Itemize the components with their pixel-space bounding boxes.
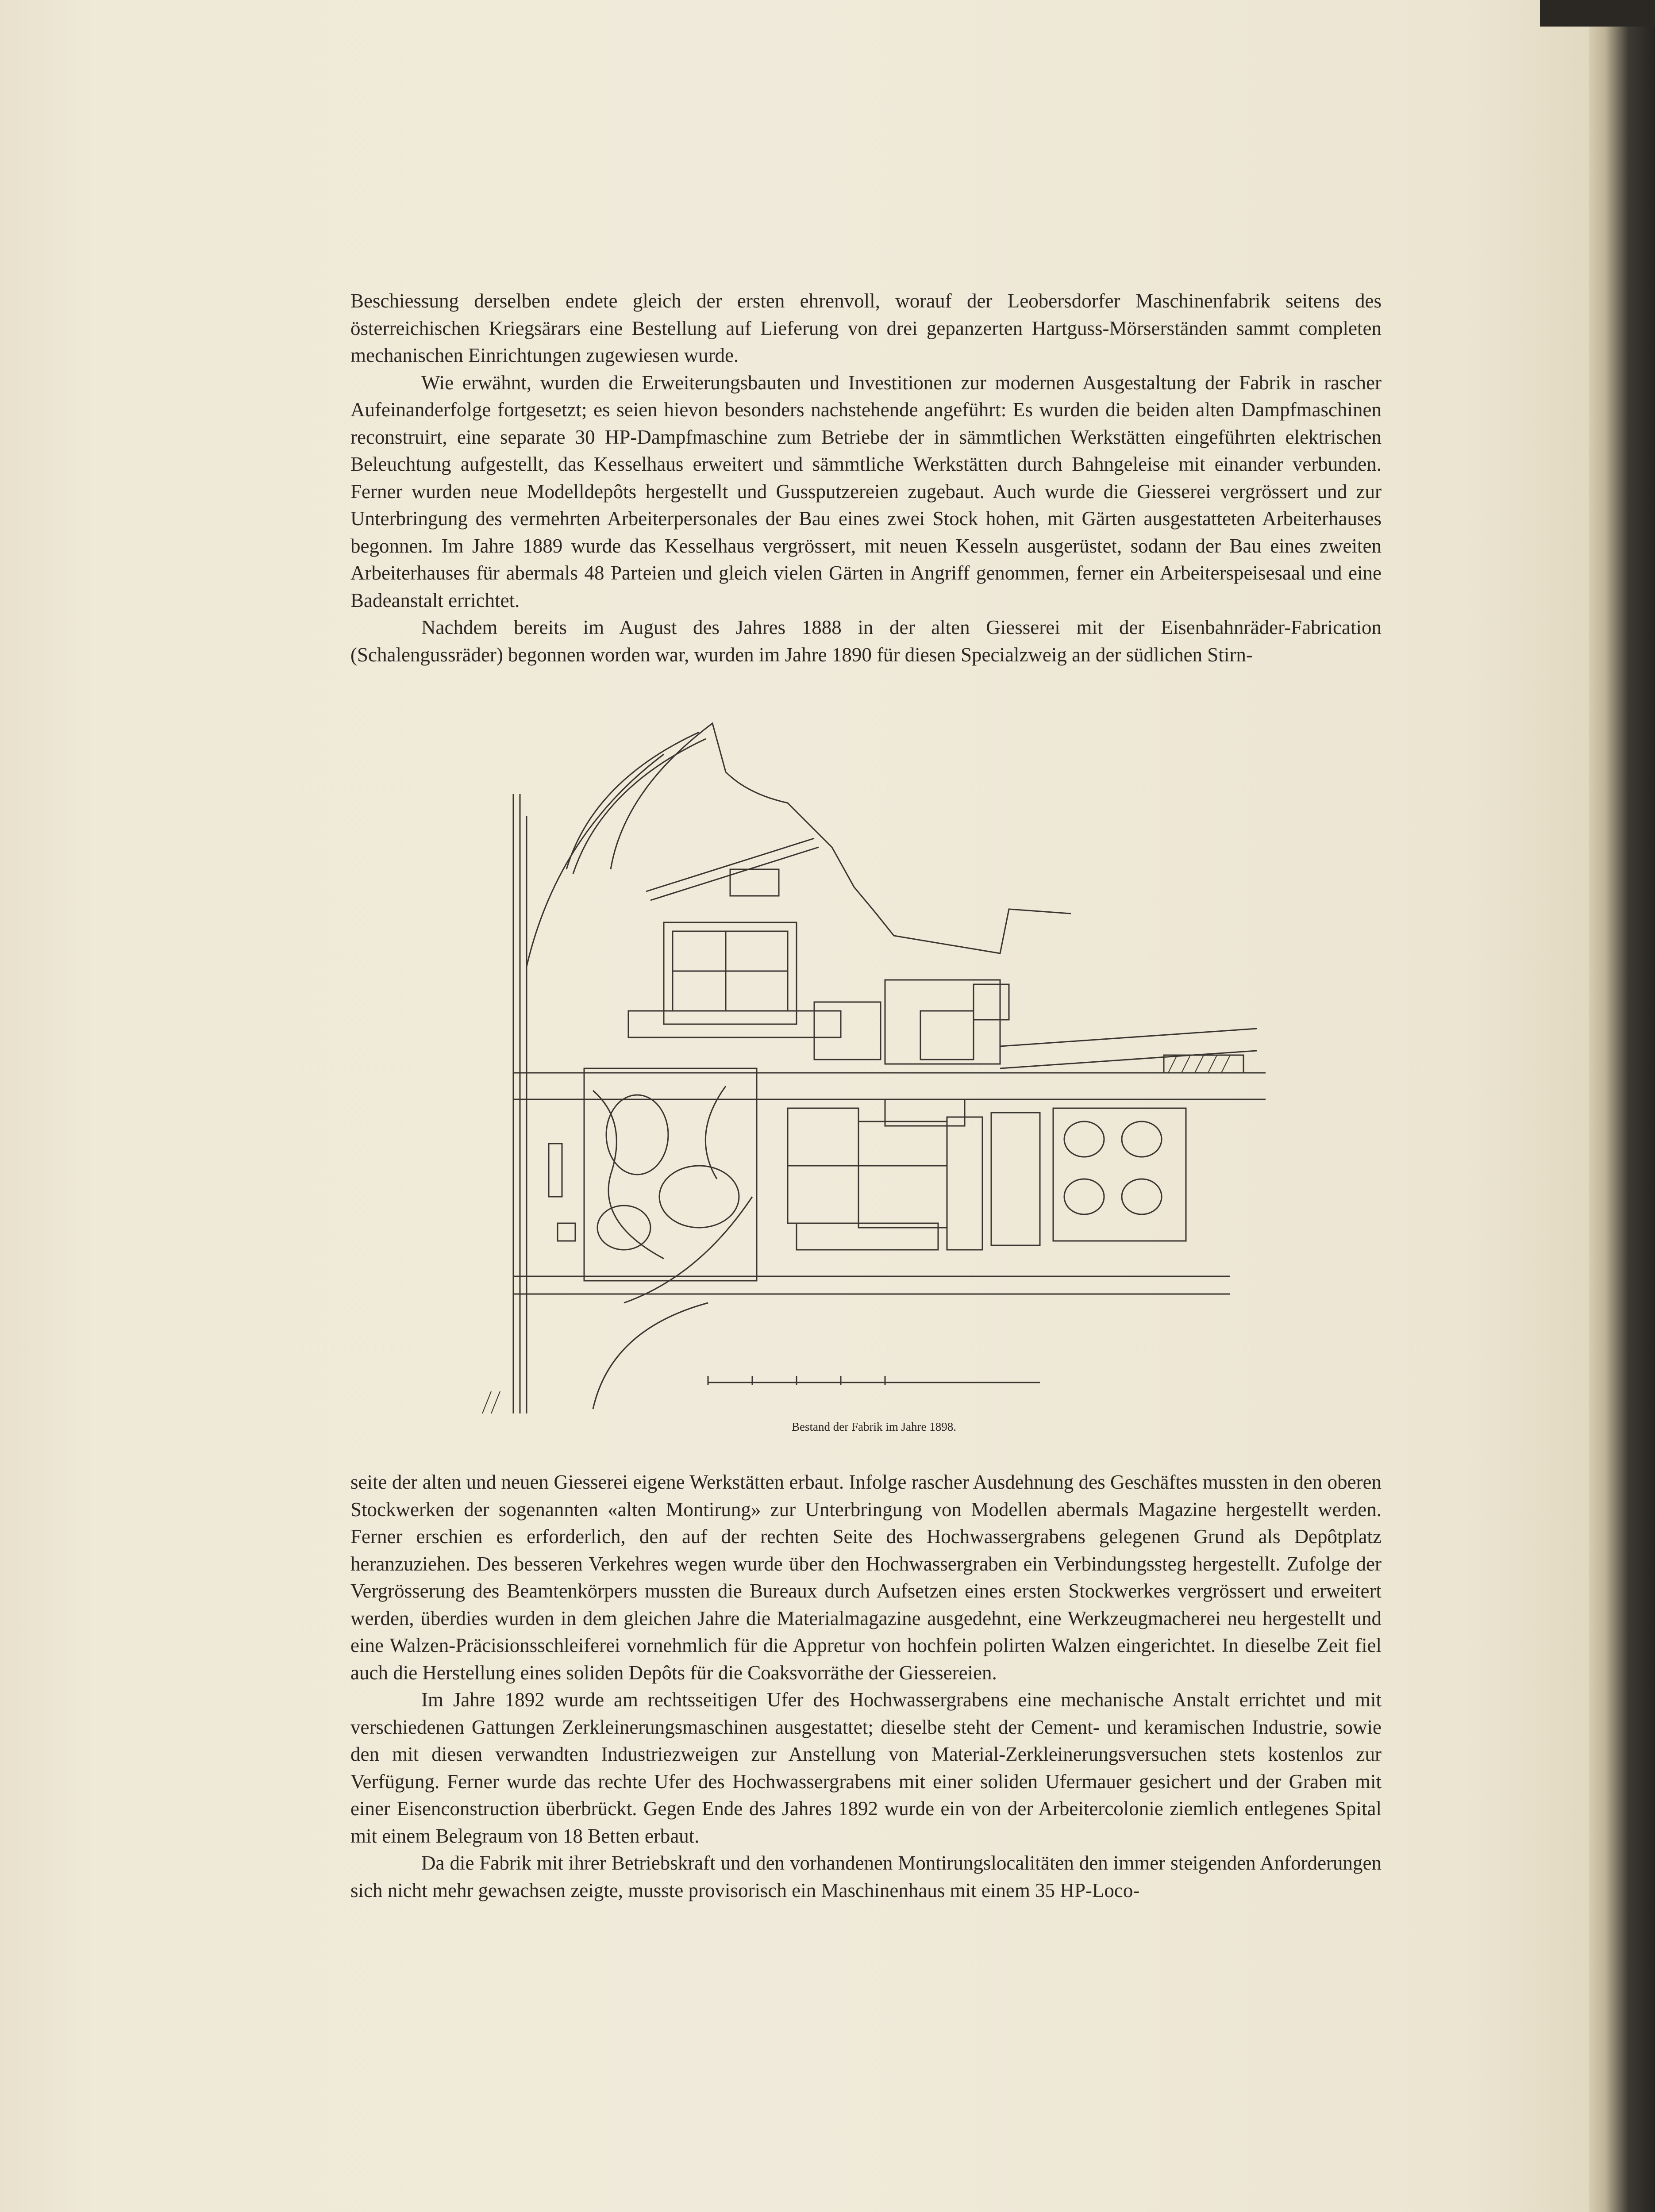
paragraph: Im Jahre 1892 wurde am rechtsseitigen Ufer des Hochwassergrabens eine mechanische Anstalt errichtet und mit verschiedenen Gattungen Zerkleinerungsmaschinen ausgestattet; dieselbe steht der Cement- und keramischen Industrie, sowie den mit diesen verwandten Industriezweigen zur Anstellung von Material-Zerkleinerungsversuchen stets kostenlos zur Verfügung. Ferner wurde das rechte Ufer des Hochwassergrabens mit einer soliden Ufermauer gesichert und der Graben mit einer Eisenconstruction überbrückt. Gegen Ende des Jahres 1892 wurde ein von der Arbeitercolonie ziemlich entlegenes Spital mit einem Belegraum von 18 Betten erbaut. — [350, 1689, 1382, 1847]
text-block-top — [350, 288, 1382, 668]
binding-shadow — [1540, 0, 1655, 27]
paragraph: Beschiessung derselben endete gleich der ersten ehrenvoll, worauf der Leobersdorfer Maschinenfabrik seitens des österreichischen Kriegsärars eine Bestellung auf Lieferung von drei gepanzerten Hartguss-Mörserständen sammt completen mechanischen Einrichtungen zugewiesen wurde. — [350, 290, 1382, 366]
paragraph: Nachdem bereits im August des Jahres 1888 in der alten Giesserei mit der Eisenbahnräder-Fabrication (Schalengussräder) begonnen worden war, wurden im Jahre 1890 für diesen Specialzweig an der südlichen Stirn- — [350, 616, 1382, 666]
paragraph: Da die Fabrik mit ihrer Betriebskraft und den vorhandenen Montirungslocalitäten den immer steigenden Anforderungen sich nicht mehr gewachsen zeigte, musste provisorisch ein Maschinenhaus mit einem 35 HP-Loco- — [350, 1852, 1382, 1901]
paragraph: seite der alten und neuen Giesserei eigene Werkstätten erbaut. Infolge rascher Ausdehnung des Geschäftes mussten in den oberen Stockwerken der sogenannten «alten Montirung» zur Unterbringung von Modellen abermals Magazine hergestellt werden. Ferner erschien es erforderlich, den auf der rechten Seite des Hochwassergrabens gelegenen Grund als Depôtplatz heranzuziehen. Des besseren Verkehres wegen wurde über den Hochwassergraben ein Verbindungssteg hergestellt. Zufolge der Vergrösserung des Beamtenkörpers mussten die Bureaux durch Aufsetzen eines ersten Stockwerkes vergrössert und erweitert werden, überdies wurden in dem gleichen Jahre die Materialmagazine ausgedehnt, eine Werkzeugmacherei neu hergestellt und eine Walzen-Präcisionsschleiferei vornehmlich für die Appretur von hochfein polirten Walzen eingerichtet. In dieselbe Zeit fiel auch die Herstellung eines soliden Depôts für die Coaksvorräthe der Giessereien. — [350, 1471, 1382, 1684]
book-binding — [1589, 0, 1655, 2212]
paragraph: Wie erwähnt, wurden die Erweiterungsbauten und Investitionen zur modernen Ausgestaltung der Fabrik in rascher Aufeinanderfolge fortgesetzt; es seien hievon besonders nachstehende angeführt: Es wurden die beiden alten Dampfmaschinen reconstruirt, eine separate 30 HP-Dampfmaschine zum Betriebe der in sämmtlichen Werkstätten eingeführten elektrischen Beleuchtung aufgestellt, das Kesselhaus erweitert und sämmtliche Werkstätten durch Bahngeleise mit einander verbunden. Ferner wurden neue Modelldepôts hergestellt und Gussputzereien zugebaut. Auch wurde die Giesserei vergrössert und zur Unterbringung des vermehrten Arbeiterpersonales der Bau eines zwei Stock hohen, mit Gärten ausgestatteten Arbeiterhauses begonnen. Im Jahre 1889 wurde das Kesselhaus vergrössert, mit neuen Kesseln ausgerüstet, sodann der Bau eines zweiten Arbeiterhauses für abermals 48 Parteien und gleich vielen Gärten in Angriff genommen, ferner ein Arbeiterspeisesaal und eine Badeanstalt errichtet. — [350, 371, 1382, 611]
text-block-bottom — [350, 1469, 1382, 1904]
factory-site-plan — [478, 701, 1266, 1418]
figure-caption: Bestand der Fabrik im Jahre 1898. — [792, 1420, 956, 1433]
